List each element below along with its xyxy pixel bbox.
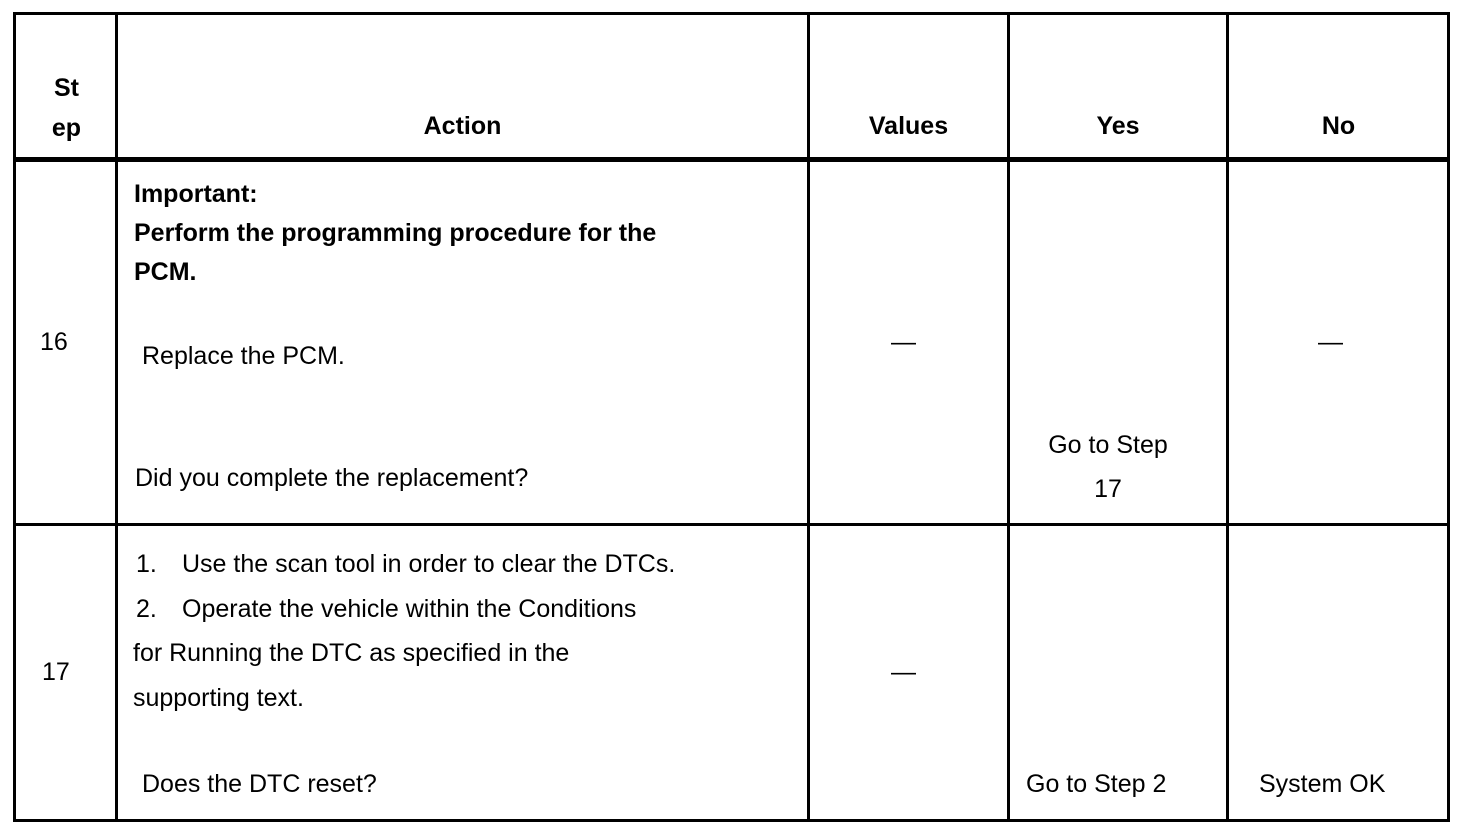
row-16-yes-line1: Go to Step: [1048, 431, 1168, 459]
row-17-step: 17: [42, 658, 70, 686]
important-label: Important:: [134, 180, 258, 208]
row-17-values: —: [891, 658, 916, 686]
header-action: Action: [423, 112, 502, 140]
row-divider: [13, 523, 1450, 526]
row-16-action: Replace the PCM.: [142, 342, 345, 370]
header-divider: [13, 157, 1450, 162]
list-item-1-text: Use the scan tool in order to clear the DTCs.: [182, 550, 676, 578]
row-16-step: 16: [40, 328, 68, 356]
list-item-2-text: Operate the vehicle within the Conditions: [182, 595, 637, 623]
row-16-values: —: [891, 328, 916, 356]
important-text-line1: Perform the programming procedure for the: [134, 219, 657, 247]
row-17-yes: Go to Step 2: [1026, 770, 1167, 798]
list-item-2-continuation: for Running the DTC as specified in the: [133, 639, 570, 667]
header-step-line1: St: [54, 74, 79, 102]
header-no: No: [1321, 112, 1356, 140]
important-text-line2: PCM.: [134, 258, 197, 286]
row-16-yes-line2: 17: [1094, 475, 1122, 503]
row-17-no: System OK: [1259, 770, 1386, 798]
list-item-1-number: 1.: [136, 550, 157, 578]
row-16-question: Did you complete the replacement?: [135, 464, 529, 492]
row-17-question: Does the DTC reset?: [142, 770, 377, 798]
list-item-2-number: 2.: [136, 595, 157, 623]
header-step: [18, 68, 115, 148]
list-item-2-continuation-2: supporting text.: [133, 684, 304, 712]
header-values: Values: [868, 112, 949, 140]
row-16-no: —: [1318, 328, 1343, 356]
header-step-line2: ep: [51, 114, 82, 142]
header-yes: Yes: [1096, 112, 1140, 140]
